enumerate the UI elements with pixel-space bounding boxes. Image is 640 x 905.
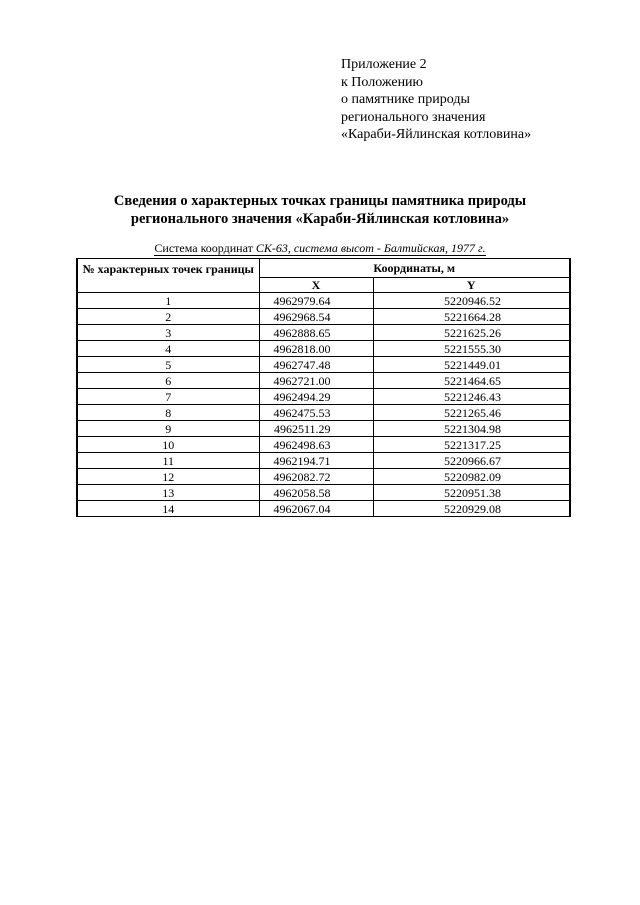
x-coordinate-cell: 4962475.53 — [259, 405, 373, 421]
table-row — [77, 437, 570, 453]
x-coordinate-cell: 4962067.04 — [259, 501, 373, 517]
point-number-cell: 6 — [77, 373, 259, 389]
y-coordinate-cell: 5221304.98 — [373, 421, 570, 437]
x-coordinate-cell: 4962721.00 — [259, 373, 373, 389]
y-coordinate-cell: 5220982.09 — [373, 469, 570, 485]
header-y: Y — [373, 278, 570, 293]
appendix-line-2: к Положению — [341, 74, 424, 90]
y-coordinate-cell: 5220966.67 — [373, 453, 570, 469]
table-row — [77, 293, 570, 309]
table-body — [77, 293, 570, 517]
x-coordinate-cell: 4962968.54 — [259, 309, 373, 325]
table-row — [77, 373, 570, 389]
table-row — [77, 357, 570, 373]
point-number-cell: 13 — [77, 485, 259, 501]
point-number-cell: 14 — [77, 501, 259, 517]
table-row — [77, 421, 570, 437]
appendix-line-1: Приложение 2 — [341, 57, 427, 72]
caption-prefix: Система координат — [154, 241, 256, 255]
table-row — [77, 389, 570, 405]
table-row — [77, 485, 570, 501]
y-coordinate-cell: 5221555.30 — [373, 341, 570, 357]
caption-italic: СК-63, система высот - Балтийская, 1977 г. — [255, 241, 486, 255]
caption-underlined — [154, 242, 485, 256]
point-number-cell: 2 — [77, 309, 259, 325]
coordinate-system-caption — [0, 241, 640, 256]
x-coordinate-cell: 4962498.63 — [259, 437, 373, 453]
table-row — [77, 405, 570, 421]
appendix-line-3: о памятнике природы — [341, 92, 470, 107]
table-row — [77, 469, 570, 485]
x-coordinate-cell: 4962494.29 — [259, 389, 373, 405]
table-row — [77, 341, 570, 357]
y-coordinate-cell: 5220951.38 — [373, 485, 570, 501]
title-line-1: Сведения о характерных точках границы памятника природы — [113, 193, 527, 209]
y-coordinate-cell: 5221265.46 — [373, 405, 570, 421]
y-coordinate-cell: 5221317.25 — [373, 437, 570, 453]
point-number-cell: 12 — [77, 469, 259, 485]
x-coordinate-cell: 4962979.64 — [259, 293, 373, 309]
y-coordinate-cell: 5220946.52 — [373, 293, 570, 309]
point-number-cell: 5 — [77, 357, 259, 373]
title-line-2: регионального значения «Караби-Яйлинская котловина» — [130, 211, 510, 227]
point-number-cell: 8 — [77, 405, 259, 421]
header-point-number: № характерных точек границы — [77, 259, 259, 293]
x-coordinate-cell: 4962082.72 — [259, 469, 373, 485]
x-coordinate-cell: 4962194.71 — [259, 453, 373, 469]
header-x: X — [259, 278, 373, 293]
point-number-cell: 3 — [77, 325, 259, 341]
y-coordinate-cell: 5221246.43 — [373, 389, 570, 405]
appendix-block — [341, 56, 531, 144]
point-number-cell: 1 — [77, 293, 259, 309]
y-coordinate-cell: 5221464.65 — [373, 373, 570, 389]
point-number-cell: 10 — [77, 437, 259, 453]
table-row — [77, 309, 570, 325]
document-title — [0, 192, 640, 228]
appendix-line-4: регионального значения — [341, 109, 486, 125]
x-coordinate-cell: 4962888.65 — [259, 325, 373, 341]
table-row — [77, 453, 570, 469]
y-coordinate-cell: 5221449.01 — [373, 357, 570, 373]
point-number-cell: 9 — [77, 421, 259, 437]
y-coordinate-cell: 5221664.28 — [373, 309, 570, 325]
table-row — [77, 501, 570, 517]
appendix-line-5: «Караби-Яйлинская котловина» — [341, 127, 532, 142]
point-number-cell: 4 — [77, 341, 259, 357]
x-coordinate-cell: 4962818.00 — [259, 341, 373, 357]
coordinates-table — [76, 258, 571, 517]
table-header-row — [77, 259, 570, 278]
x-coordinate-cell: 4962747.48 — [259, 357, 373, 373]
point-number-cell: 7 — [77, 389, 259, 405]
point-number-cell: 11 — [77, 453, 259, 469]
y-coordinate-cell: 5221625.26 — [373, 325, 570, 341]
x-coordinate-cell: 4962058.58 — [259, 485, 373, 501]
y-coordinate-cell: 5220929.08 — [373, 501, 570, 517]
table-row — [77, 325, 570, 341]
header-coordinates: Координаты, м — [259, 259, 570, 278]
x-coordinate-cell: 4962511.29 — [259, 421, 373, 437]
